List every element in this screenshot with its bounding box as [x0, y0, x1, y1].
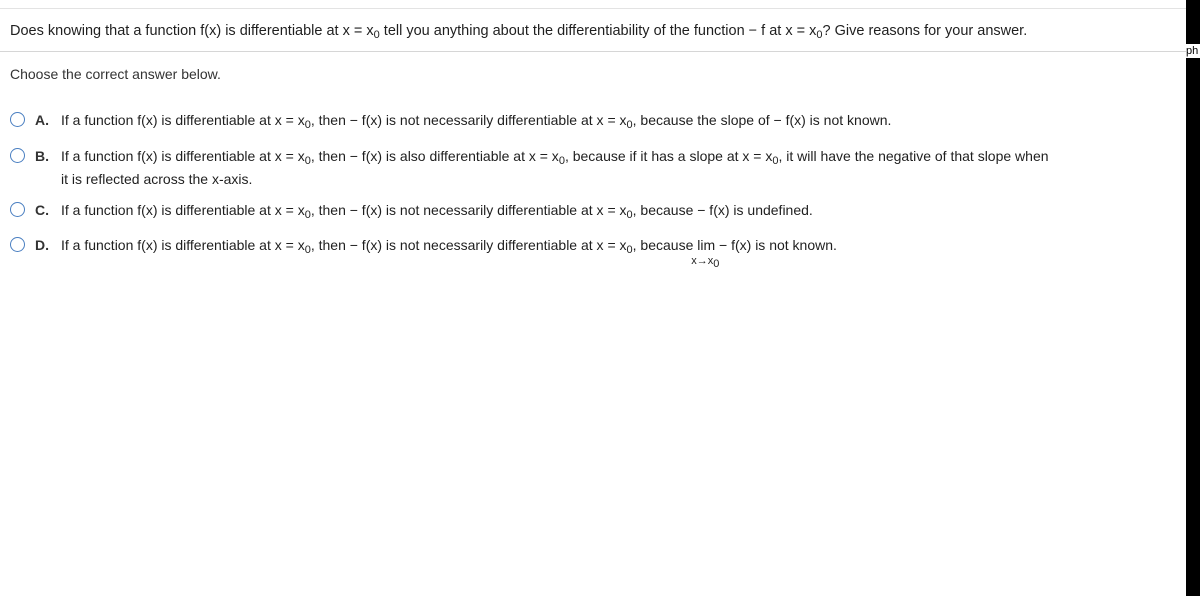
question-bar — [0, 8, 1186, 52]
option-b-radio[interactable] — [10, 148, 25, 163]
option-b-text-line2: it is reflected across the x-axis. — [61, 171, 253, 187]
option-a-radio[interactable] — [10, 112, 25, 127]
option-b-text: If a function f(x) is differentiable at $x = x_0$, then − f(x) is also differentiable at $x = x_0$, because if it has a slope at $x = x_0$, it will have the negative of that slope when — [61, 148, 1049, 167]
option-d-radio[interactable] — [10, 237, 25, 252]
limit-subscript: x→x0 — [691, 255, 720, 270]
option-c-radio[interactable] — [10, 202, 25, 217]
question-text: Does knowing that a function f(x) is differentiable at $x = x_0$ tell you anything about the differentiability of the function − f at $x = x_0$? Give reasons for your answer. — [10, 23, 1028, 41]
option-c-text: If a function f(x) is differentiable at $x = x_0$, then − f(x) is not necessarily differentiable at $x = x_0$, because − f(x) is undefined. — [61, 202, 813, 221]
instruction-text: Choose the correct answer below. — [10, 66, 221, 82]
option-d-text: If a function f(x) is differentiable at $x = x_0$, then − f(x) is not necessarily differentiable at $x = x_0$, because lim x→x0 − f(x) is not known. — [61, 237, 837, 270]
limit-operator: lim x→x0 — [691, 237, 720, 270]
option-b-letter: B. — [35, 148, 49, 164]
right-edge-strip — [1186, 0, 1200, 596]
edge-tag: ph — [1186, 45, 1199, 57]
option-c-letter: C. — [35, 202, 49, 218]
option-a-text: If a function f(x) is differentiable at $x = x_0$, then − f(x) is not necessarily differentiable at $x = x_0$, because the slope of − f(x) is not known. — [61, 112, 892, 131]
option-d-letter: D. — [35, 237, 49, 253]
option-a-letter: A. — [35, 112, 49, 128]
